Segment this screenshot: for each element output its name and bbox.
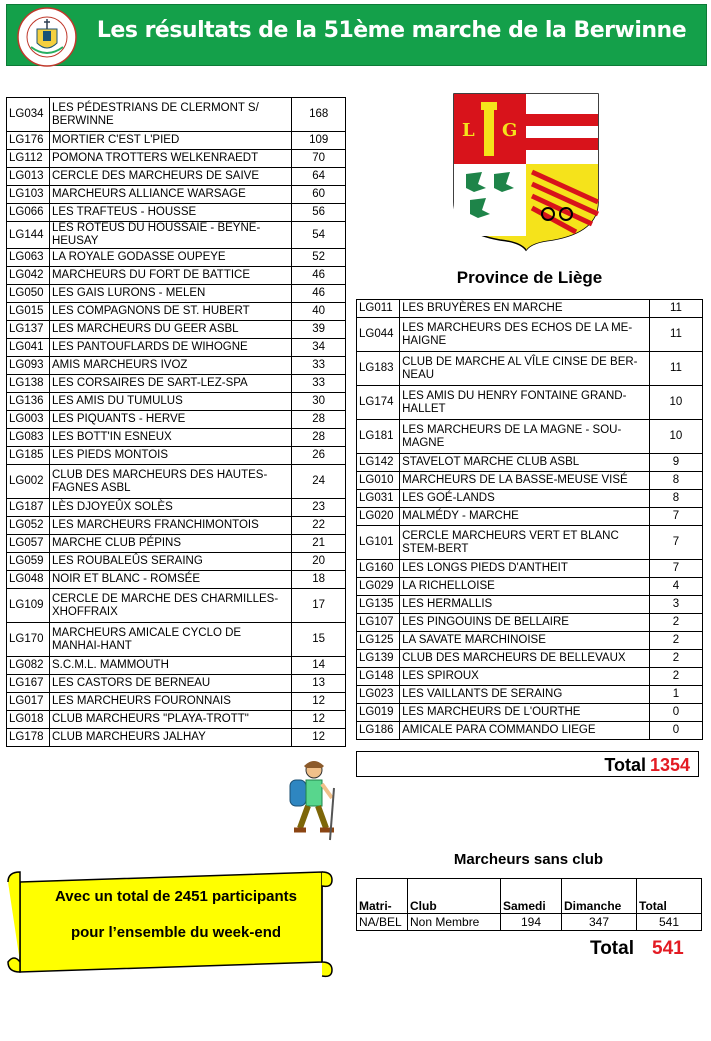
table-row (7, 429, 346, 447)
table-row (7, 693, 346, 711)
club-code: LG138 (7, 375, 50, 393)
club-code: LG167 (7, 675, 50, 693)
table-row (357, 420, 703, 454)
cell: Non Membre (408, 914, 501, 931)
club-name: CLUB MARCHEURS "PLAYA-TROTT" (49, 711, 291, 729)
club-code: LG082 (7, 657, 50, 675)
club-code: LG013 (7, 168, 50, 186)
crest-letter-l: L (462, 120, 475, 141)
header-cell: Club (408, 879, 501, 914)
club-code: LG183 (357, 352, 400, 386)
cell: 347 (562, 914, 637, 931)
scroll-shape-icon (6, 858, 334, 980)
club-code: LG181 (357, 420, 400, 454)
club-code: LG187 (7, 499, 50, 517)
table-row (7, 168, 346, 186)
club-name: MARCHEURS ALLIANCE WARSAGE (49, 186, 291, 204)
table-row (7, 285, 346, 303)
table-row (7, 393, 346, 411)
club-count: 54 (292, 222, 346, 249)
club-code: LG176 (7, 132, 50, 150)
club-code: LG050 (7, 285, 50, 303)
club-count: 33 (292, 357, 346, 375)
table-row (357, 560, 703, 578)
table-row (357, 650, 703, 668)
club-name: LES HERMALLIS (400, 596, 650, 614)
club-count: 18 (292, 571, 346, 589)
table-row (7, 553, 346, 571)
club-count: 7 (649, 508, 702, 526)
header-cell: Total (637, 879, 702, 914)
table-row (357, 914, 702, 931)
club-count: 8 (649, 490, 702, 508)
club-name: LES SPIROUX (400, 668, 650, 686)
club-name: LES MARCHEURS DU GEER ASBL (49, 321, 291, 339)
province-total-value: 1354 (649, 755, 690, 775)
club-count: 1 (649, 686, 702, 704)
club-name: LES GOÉ-LANDS (400, 490, 650, 508)
table-row (7, 186, 346, 204)
table-row (7, 465, 346, 499)
club-name: LA SAVATE MARCHINOISE (400, 632, 650, 650)
club-count: 24 (292, 465, 346, 499)
club-name: MARCHE CLUB PÉPINS (49, 535, 291, 553)
club-code: LG186 (357, 722, 400, 740)
club-count: 7 (649, 526, 702, 560)
cell: 194 (501, 914, 562, 931)
club-code: LG003 (7, 411, 50, 429)
club-name: LES MARCHEURS FRANCHIMONTOIS (49, 517, 291, 535)
club-count: 11 (649, 300, 702, 318)
club-name: LES PINGOUINS DE BELLAIRE (400, 614, 650, 632)
club-name: AMIS MARCHEURS IVOZ (49, 357, 291, 375)
club-code: LG109 (7, 589, 50, 623)
club-count: 2 (649, 614, 702, 632)
sans-club-total-value: 541 (652, 938, 684, 959)
club-logo-icon (17, 7, 77, 67)
club-count: 20 (292, 553, 346, 571)
club-count: 70 (292, 150, 346, 168)
club-count: 0 (649, 704, 702, 722)
club-name: MARCHEURS AMICALE CYCLO DE MANHAI-HANT (49, 623, 291, 657)
club-name: LES PÉDESTRIANS DE CLERMONT S/ BERWINNE (49, 98, 291, 132)
club-name: CLUB DES MARCHEURS DES HAUTES-FAGNES ASBL (49, 465, 291, 499)
club-code: LG083 (7, 429, 50, 447)
club-code: LG041 (7, 339, 50, 357)
table-row (7, 729, 346, 747)
club-name: LES GAIS LURONS - MELEN (49, 285, 291, 303)
table-row (357, 454, 703, 472)
club-count: 168 (292, 98, 346, 132)
club-code: LG139 (357, 650, 400, 668)
club-code: LG103 (7, 186, 50, 204)
table-row (7, 204, 346, 222)
club-count: 46 (292, 267, 346, 285)
club-name: LES VAILLANTS DE SERAING (400, 686, 650, 704)
table-row (357, 490, 703, 508)
club-name: LES BRUYÈRES EN MARCHE (400, 300, 650, 318)
club-code: LG048 (7, 571, 50, 589)
club-count: 0 (649, 722, 702, 740)
club-count: 33 (292, 375, 346, 393)
table-row (7, 98, 346, 132)
club-name: MALMÉDY - MARCHE (400, 508, 650, 526)
club-name: CERCLE DE MARCHE DES CHARMILLES-XHOFFRAIX (49, 589, 291, 623)
club-name: LES PIEDS MONTOIS (49, 447, 291, 465)
right-clubs-table (356, 299, 703, 740)
club-name: LES AMIS DU HENRY FONTAINE GRAND-HALLET (400, 386, 650, 420)
club-count: 46 (292, 285, 346, 303)
club-name: STAVELOT MARCHE CLUB ASBL (400, 454, 650, 472)
club-name: LES CORSAIRES DE SART-LEZ-SPA (49, 375, 291, 393)
table-header-row (357, 879, 702, 914)
left-clubs-table (6, 97, 346, 747)
club-count: 10 (649, 420, 702, 454)
club-name: LES CASTORS DE BERNEAU (49, 675, 291, 693)
club-code: LG052 (7, 517, 50, 535)
club-code: LG059 (7, 553, 50, 571)
table-row (357, 722, 703, 740)
club-count: 14 (292, 657, 346, 675)
header-banner (6, 4, 707, 66)
club-count: 11 (649, 318, 702, 352)
club-name: CERCLE MARCHEURS VERT ET BLANC STEM-BERT (400, 526, 650, 560)
club-name: CLUB DE MARCHE AL VÎLE CINSE DE BER-NEAU (400, 352, 650, 386)
table-row (357, 526, 703, 560)
club-name: MORTIER C'EST L'PIED (49, 132, 291, 150)
club-name: AMICALE PARA COMMANDO LIEGE (400, 722, 650, 740)
sans-club-total-label: Total (590, 938, 634, 959)
table-row (7, 339, 346, 357)
table-row (7, 447, 346, 465)
club-code: LG107 (357, 614, 400, 632)
sans-club-title: Marcheurs sans club (453, 851, 604, 868)
club-code: LG010 (357, 472, 400, 490)
club-code: LG002 (7, 465, 50, 499)
club-code: LG137 (7, 321, 50, 339)
table-row (357, 386, 703, 420)
club-name: LES AMIS DU TUMULUS (49, 393, 291, 411)
club-code: LG019 (357, 704, 400, 722)
club-count: 22 (292, 517, 346, 535)
club-code: LG144 (7, 222, 50, 249)
table-row (7, 623, 346, 657)
table-row (357, 318, 703, 352)
table-row (7, 357, 346, 375)
club-count: 26 (292, 447, 346, 465)
club-count: 60 (292, 186, 346, 204)
table-row (357, 472, 703, 490)
table-row (7, 535, 346, 553)
club-name: LES PANTOUFLARDS DE WIHOGNE (49, 339, 291, 357)
club-code: LG011 (357, 300, 400, 318)
club-count: 28 (292, 429, 346, 447)
club-name: NOIR ET BLANC - ROMSÉE (49, 571, 291, 589)
club-code: LG136 (7, 393, 50, 411)
club-code: LG112 (7, 150, 50, 168)
club-name: LES BOTT'IN ESNEUX (49, 429, 291, 447)
club-code: LG160 (357, 560, 400, 578)
table-row (357, 686, 703, 704)
club-code: LG015 (7, 303, 50, 321)
club-code: LG178 (7, 729, 50, 747)
club-count: 9 (649, 454, 702, 472)
scroll-line-1: Avec un total de 2451 participants (54, 888, 298, 905)
sans-club-table (356, 878, 702, 931)
club-code: LG042 (7, 267, 50, 285)
club-name: MARCHEURS DE LA BASSE-MEUSE VISÉ (400, 472, 650, 490)
club-count: 64 (292, 168, 346, 186)
table-row (7, 675, 346, 693)
table-row (7, 499, 346, 517)
table-row (357, 352, 703, 386)
header-cell: Dimanche (562, 879, 637, 914)
club-count: 56 (292, 204, 346, 222)
club-code: LG093 (7, 357, 50, 375)
table-row (7, 249, 346, 267)
cell: 541 (637, 914, 702, 931)
club-count: 30 (292, 393, 346, 411)
table-row (357, 578, 703, 596)
club-name: LES MARCHEURS DE L'OURTHE (400, 704, 650, 722)
club-code: LG148 (357, 668, 400, 686)
club-name: LES LONGS PIEDS D'ANTHEIT (400, 560, 650, 578)
club-count: 3 (649, 596, 702, 614)
club-name: LA RICHELLOISE (400, 578, 650, 596)
club-name: LES MARCHEURS FOURONNAIS (49, 693, 291, 711)
club-count: 12 (292, 711, 346, 729)
table-row (7, 267, 346, 285)
table-row (7, 303, 346, 321)
club-count: 52 (292, 249, 346, 267)
table-row (7, 411, 346, 429)
participants-scroll-banner (6, 858, 334, 980)
table-row (7, 657, 346, 675)
club-code: LG125 (357, 632, 400, 650)
club-count: 2 (649, 668, 702, 686)
club-name: CERCLE DES MARCHEURS DE SAIVE (49, 168, 291, 186)
crest-letter-g: G (502, 120, 518, 141)
club-code: LG023 (357, 686, 400, 704)
club-count: 15 (292, 623, 346, 657)
club-count: 109 (292, 132, 346, 150)
club-count: 7 (649, 560, 702, 578)
club-name: LES TRAFTEUS - HOUSSE (49, 204, 291, 222)
club-count: 21 (292, 535, 346, 553)
club-count: 40 (292, 303, 346, 321)
club-name: POMONA TROTTERS WELKENRAEDT (49, 150, 291, 168)
club-code: LG066 (7, 204, 50, 222)
club-count: 2 (649, 650, 702, 668)
club-code: LG044 (357, 318, 400, 352)
club-code: LG101 (357, 526, 400, 560)
table-row (357, 632, 703, 650)
table-row (357, 508, 703, 526)
province-total-box (356, 751, 699, 777)
table-row (7, 132, 346, 150)
club-name: MARCHEURS DU FORT DE BATTICE (49, 267, 291, 285)
table-row (7, 150, 346, 168)
header-cell: Samedi (501, 879, 562, 914)
page-title: Les résultats de la 51ème marche de la Berwinne (96, 18, 687, 43)
table-row (357, 300, 703, 318)
header-cell: Matri- (357, 879, 408, 914)
hiker-illustration-icon (278, 758, 340, 846)
club-code: LG029 (357, 578, 400, 596)
club-count: 10 (649, 386, 702, 420)
cell: NA/BEL (357, 914, 408, 931)
club-name: LA ROYALE GODASSE OUPEYE (49, 249, 291, 267)
club-name: LES MARCHEURS DE LA MAGNE - SOU-MAGNE (400, 420, 650, 454)
club-count: 12 (292, 729, 346, 747)
table-row (7, 571, 346, 589)
club-code: LG170 (7, 623, 50, 657)
club-count: 39 (292, 321, 346, 339)
club-count: 11 (649, 352, 702, 386)
club-name: LES ROTEUS DU HOUSSAIE - BEYNE-HEUSAY (49, 222, 291, 249)
liege-crest-icon (452, 92, 600, 252)
club-code: LG031 (357, 490, 400, 508)
club-count: 28 (292, 411, 346, 429)
club-code: LG142 (357, 454, 400, 472)
club-code: LG034 (7, 98, 50, 132)
table-row (357, 704, 703, 722)
province-title: Province de Liège (456, 268, 603, 287)
club-code: LG174 (357, 386, 400, 420)
club-count: 12 (292, 693, 346, 711)
table-row (7, 321, 346, 339)
club-count: 17 (292, 589, 346, 623)
club-code: LG017 (7, 693, 50, 711)
club-name: CLUB DES MARCHEURS DE BELLEVAUX (400, 650, 650, 668)
club-count: 34 (292, 339, 346, 357)
club-code: LG018 (7, 711, 50, 729)
club-name: LÈS DJOYEÛX SOLÈS (49, 499, 291, 517)
table-row (7, 517, 346, 535)
club-name: LES MARCHEURS DES ECHOS DE LA ME-HAIGNE (400, 318, 650, 352)
club-count: 4 (649, 578, 702, 596)
club-name: LES ROUBALEÛS SERAING (49, 553, 291, 571)
table-row (357, 668, 703, 686)
club-code: LG063 (7, 249, 50, 267)
table-row (7, 375, 346, 393)
table-row (357, 614, 703, 632)
club-count: 13 (292, 675, 346, 693)
club-count: 8 (649, 472, 702, 490)
table-row (7, 711, 346, 729)
club-code: LG135 (357, 596, 400, 614)
club-name: CLUB MARCHEURS JALHAY (49, 729, 291, 747)
club-count: 2 (649, 632, 702, 650)
table-row (7, 589, 346, 623)
table-row (357, 596, 703, 614)
club-code: LG057 (7, 535, 50, 553)
table-row (7, 222, 346, 249)
club-name: S.C.M.L. MAMMOUTH (49, 657, 291, 675)
club-name: LES PIQUANTS - HERVE (49, 411, 291, 429)
scroll-line-2: pour l’ensemble du week-end (70, 924, 282, 941)
province-total-label: Total (604, 755, 646, 775)
club-count: 23 (292, 499, 346, 517)
club-code: LG020 (357, 508, 400, 526)
club-code: LG185 (7, 447, 50, 465)
club-name: LES COMPAGNONS DE ST. HUBERT (49, 303, 291, 321)
